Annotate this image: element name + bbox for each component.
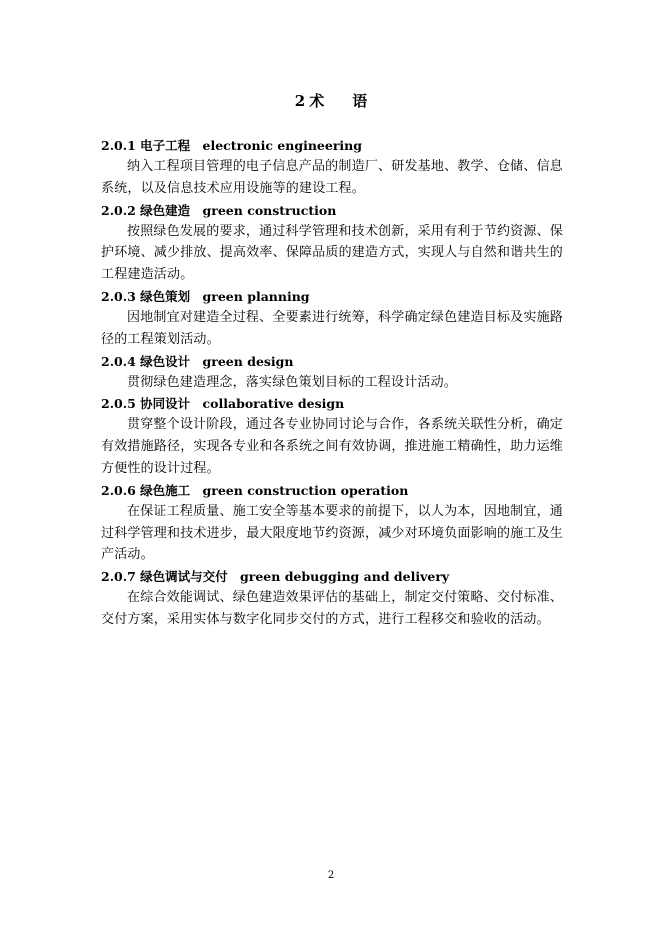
- term-english: green design: [202, 353, 294, 369]
- term-heading: [101, 351, 563, 372]
- term-number: 2.0.2: [101, 202, 136, 218]
- term-english: green construction operation: [202, 482, 409, 498]
- term-entry: [101, 135, 563, 200]
- term-heading: [101, 566, 563, 587]
- term-number: 2.0.3: [101, 288, 136, 304]
- term-definition: 在保证工程质量、施工安全等基本要求的前提下，以人为本，因地制宜，通过科学管理和技术进步，最大限度地节约资源，减少对环境负面影响的施工及生产活动。: [101, 503, 564, 563]
- term-definition: 按照绿色发展的要求，通过科学管理和技术创新，采用有利于节约资源、保护环境、减少排放、提高效率、保障品质的建造方式，实现人与自然和谐共生的工程建造活动。: [101, 223, 564, 283]
- term-heading: [101, 200, 563, 221]
- term-chinese: 绿色调试与交付: [140, 569, 228, 585]
- term-entry: [101, 393, 563, 479]
- term-entry: [101, 480, 563, 566]
- term-chinese: 绿色建造: [140, 202, 191, 218]
- page-number: 2: [327, 870, 335, 881]
- term-number: 2.0.7: [101, 569, 136, 585]
- chapter-number: 2: [294, 92, 306, 110]
- term-english: green construction: [202, 202, 337, 218]
- terms-section: [101, 135, 563, 631]
- term-number: 2.0.4: [101, 353, 136, 369]
- term-chinese: 绿色设计: [140, 353, 191, 369]
- term-english: green planning: [202, 288, 310, 304]
- term-definition: 贯彻绿色建造理念，落实绿色策划目标的工程设计活动。: [127, 374, 458, 390]
- term-number: 2.0.5: [101, 396, 136, 412]
- chapter-title-char-1: 术: [309, 92, 325, 110]
- term-definition: 在综合效能调试、绿色建造效果评估的基础上，制定交付策略、交付标准、交付方案，采用实体与数字化同步交付的方式，进行工程移交和验收的活动。: [101, 590, 563, 627]
- term-chinese: 绿色施工: [140, 482, 191, 498]
- term-heading: [101, 286, 563, 307]
- term-entry: [101, 200, 563, 286]
- chapter-title: [0, 90, 662, 111]
- term-definition: 因地制宜对建造全过程、全要素进行统筹，科学确定绿色建造目标及实施路径的工程策划活动。: [101, 309, 563, 347]
- term-chinese: 电子工程: [140, 138, 191, 153]
- term-entry: [101, 286, 563, 351]
- term-heading: [101, 135, 563, 156]
- term-number: 2.0.1: [101, 138, 136, 153]
- term-heading: [101, 480, 563, 501]
- term-number: 2.0.6: [101, 482, 136, 498]
- term-english: green debugging and delivery: [240, 569, 450, 585]
- term-chinese: 绿色策划: [140, 288, 191, 304]
- term-entry: [101, 566, 563, 631]
- chapter-title-char-2: 语: [352, 92, 368, 110]
- term-chinese: 协同设计: [140, 396, 191, 412]
- term-definition: 纳入工程项目管理的电子信息产品的制造厂、研发基地、教学、仓储、信息系统，以及信息技术应用设施等的建设工程。: [101, 159, 563, 196]
- term-definition: 贯穿整个设计阶段，通过各专业协同讨论与合作，各系统关联性分析，确定有效措施路径，实现各专业和各系统之间有效协调，推进施工精确性，助力运维方便性的设计过程。: [101, 417, 564, 476]
- term-english: electronic engineering: [202, 138, 362, 153]
- term-english: collaborative design: [202, 396, 345, 412]
- term-heading: [101, 393, 563, 414]
- term-entry: [101, 351, 563, 394]
